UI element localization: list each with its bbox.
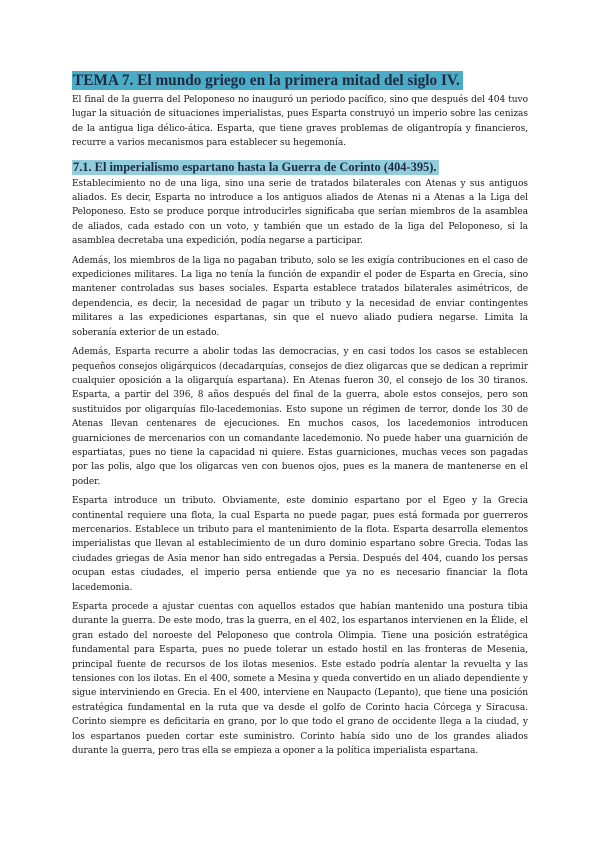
body-paragraph: Establecimiento no de una liga, sino una serie de tratados bilaterales con Atenas y sus antiguos aliados. Es decir, Esparta no introduce a los antiguos aliados de Atenas ni a Atenas a la Liga del Peloponeso. Esto se produce porque introducirles significaba que serían miembros de la asamblea de aliados, cada estado con un voto, y también que un estado de la liga del Peloponeso, si la asamblea decretaba una expedición, podía negarse a participar. <box>72 178 528 247</box>
chapter-heading: TEMA 7. El mundo griego en la primera mitad del siglo IV. <box>72 71 463 90</box>
body-paragraph: Además, Esparta recurre a abolir todas las democracias, y en casi todos los casos se establecen pequeños consejos oligárquicos (decadarquías, consejos de diez oligarcas que se dedican a reprimir cualquier oposición a la oligarquía espartana). En Atenas fueron 30, el consejo de los 30 tiranos. Esparta, a partir del 396, 8 años después del final de la guerra, abole estos consejos, pero son sustituidos por oligarquías filo-lacedemonias. Esto supone un régimen de terror, donde los 30 de Atenas llevan centenares de ejecuciones. En muchos casos, los lacedemonios introducen guarniciones de mercenarios con un comandante lacedemonio. No puede haber una guarnición de espartiatas, pues no tiene la capacidad ni quiere. Estas guarniciones, muchas veces son pagadas por las polis, algo que los oligarcas ven con buenos ojos, pues es la manera de mantenerse en el poder. <box>72 347 528 487</box>
body-paragraph: Esparta introduce un tributo. Obviamente, este dominio espartano por el Egeo y la Grecia continental requiere una flota, la cual Esparta no puede pagar, pues está formada por guerreros mercenarios. Establece un tributo para el mantenimiento de la flota. Esparta desarrolla elementos imperialistas que llevan al establecimiento de un duro dominio espartano sobre Grecia. Todas las ciudades griegas de Asia menor han sido entregadas a Persia. Después del 404, cuando los persas ocupan estas ciudades, el imperio persa entiende que ya no es necesario financiar la flota lacedemonia. <box>72 496 528 593</box>
body-paragraph: Esparta procede a ajustar cuentas con aquellos estados que habían mantenido una postura tibia durante la guerra. De este modo, tras la guerra, en el 402, los espartanos intervienen en la Élide, el gran estado del noroeste del Peloponeso que controla Olimpia. Tiene una posición estratégica fundamental para Esparta, pues no puede tolerar un estado hostil en las fronteras de Mesenia, principal fuente de recursos de los ilotas mesenios. Este estado podría alentar la revuelta y las tensiones con los ilotas. En el 400, somete a Mesina y queda convertido en un aliado dependiente y sigue interviniendo en Grecia. En el 400, interviene en Naupacto (Lepanto), que tiene una posición estratégica fundamental en la ruta que va desde el golfo de Corinto hacia Córcega y Siracusa. Corinto siempre es deficitaria en grano, por lo que todo el grano de occidente llega a la ciudad, y los espartanos pueden cortar este suministro. Corinto había sido uno de los grandes aliados durante la guerra, pero tras ella se empieza a oponer a la política imperialista espartana. <box>72 602 528 757</box>
section-heading: 7.1. El imperialismo espartano hasta la Guerra de Corinto (404-395). <box>72 160 439 175</box>
body-paragraph: Además, los miembros de la liga no pagaban tributo, solo se les exigía contribuciones en el caso de expediciones militares. La liga no tenía la función de expandir el poder de Esparta en Grecia, sino mantener controladas sus bases sociales. Esparta establece tratados bilaterales asimétricos, de dependencia, es decir, la necesidad de pagar un tributo y la necesidad de enviar contingentes militares a las expediciones espartanas, sin que el nuevo aliado pudiera negarse. Limita la soberanía exterior de un estado. <box>72 255 528 338</box>
intro-paragraph: El final de la guerra del Peloponeso no inauguró un periodo pacífico, sino que después del 404 tuvo lugar la situación de situaciones imperialistas, pues Esparta construyó un imperio sobre las cenizas de la antigua liga délico-ática. Esparta, que tiene graves problemas de oligantropía y financieros, recurre a varios mecanismos para establecer su hegemonía. <box>72 95 528 149</box>
